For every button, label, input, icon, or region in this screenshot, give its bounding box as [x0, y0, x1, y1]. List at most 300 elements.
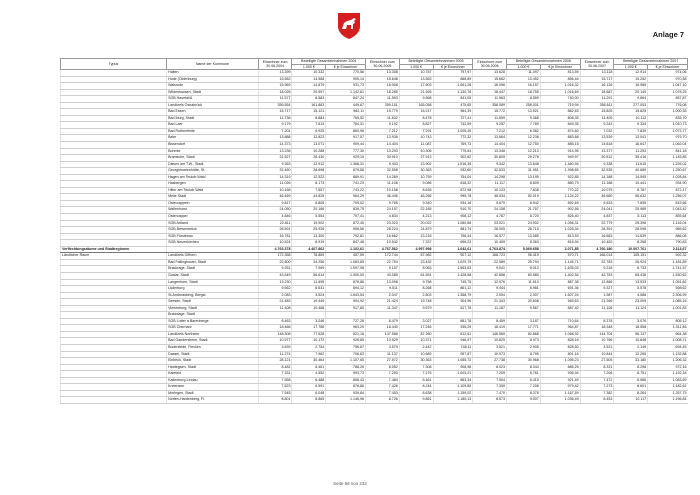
- cell-value: 1.196,84: [648, 397, 688, 404]
- cell-value: 9.251: [258, 266, 292, 273]
- cell-value: 32.533: [473, 168, 507, 175]
- cell-value: 3.524: [292, 292, 326, 299]
- cell-value: 168.014: [580, 253, 614, 260]
- cell-value: 10.459: [473, 240, 507, 247]
- cell-value: 972,16: [648, 364, 688, 371]
- cell-value: 10.371: [399, 338, 433, 345]
- cell-kommune-name: SGB Artland: [167, 220, 259, 227]
- header-einwohner-2004: Einwohner zum 30.06.2004: [258, 59, 292, 70]
- cell-value: 27.505: [580, 358, 614, 365]
- cell-value: 258.001: [507, 102, 541, 109]
- cell-kommune-name: Bad Gandersheim, Stadt: [167, 338, 259, 345]
- cell-value: 17.788: [292, 325, 326, 332]
- cell-kommune-name: Bad Essen: [167, 109, 259, 116]
- cell-value: 10.848: [614, 338, 648, 345]
- cell-value: 18.558: [614, 325, 648, 332]
- cell-kommune-name: Seesen, Stadt: [167, 299, 259, 306]
- cell-kommune-name: Nörten-Hardenberg, Fl.: [167, 397, 259, 404]
- cell-value: 15.217: [399, 109, 433, 116]
- subheader-per-capita: € je Einwohner: [648, 64, 688, 70]
- cell-value: 46.534: [473, 194, 507, 201]
- cell-value: 18.687: [580, 89, 614, 96]
- cell-value: 2.054: [473, 292, 507, 299]
- cell-value: 17.771: [507, 325, 541, 332]
- cell-kommune-name: Kreiensen: [167, 384, 259, 391]
- cell-value: 1.036,49: [540, 397, 580, 404]
- cell-value: 876,86: [326, 279, 366, 286]
- cell-value: 9.579: [399, 305, 433, 312]
- cell-value: 914,95: [540, 148, 580, 155]
- cell-value: 9.340: [399, 200, 433, 207]
- cell-value: 719,94: [540, 102, 580, 109]
- cell-value: 754,04: [433, 174, 473, 181]
- cell-value: 14.298: [473, 174, 507, 181]
- cell-value: 8.609: [507, 181, 541, 188]
- cell-value: 20.608: [507, 299, 541, 306]
- cell-kommune-name: Hagen am Teutob.Wald: [167, 174, 259, 181]
- cell-value: 1.095,23: [540, 358, 580, 365]
- cell-value: 7.337: [399, 240, 433, 247]
- cell-value: 879,56: [326, 168, 366, 175]
- cell-value: 8.865: [292, 397, 326, 404]
- cell-value: 18.466: [258, 325, 292, 332]
- cell-value: 1.460,94: [540, 161, 580, 168]
- header-name: Name der Kommune: [167, 59, 259, 70]
- cell-value: 5.554: [292, 214, 326, 221]
- cell-value: 817,78: [433, 305, 473, 312]
- cell-value: 6.382: [507, 128, 541, 135]
- cell-value: 46.446: [366, 194, 400, 201]
- cell-typ: Ländlicher Raum: [61, 253, 167, 260]
- cell-value: 148.308: [258, 331, 292, 338]
- cell-value: 7.208: [507, 384, 541, 391]
- cell-kommune-name: Goslar, Stadt: [167, 272, 259, 279]
- cell-value: 105.151: [614, 253, 648, 260]
- cell-value: 777,30: [326, 148, 366, 155]
- cell-value: 858,43: [326, 377, 366, 384]
- cell-value: 11.168: [580, 181, 614, 188]
- cell-value: 25.989: [614, 207, 648, 214]
- cell-typ: Verflechtungsräume und Stadtregionen: [61, 246, 167, 253]
- cell-value: 1.368,31: [326, 161, 366, 168]
- cell-value: 892,69: [540, 200, 580, 207]
- cell-value: 21.483: [258, 299, 292, 306]
- cell-value: 868,89: [433, 76, 473, 83]
- cell-value: 11.137: [366, 351, 400, 358]
- header-einnahmen-2007: Beteiligte Gesamteinnahmen 2007: [614, 59, 688, 65]
- cell-value: 30.512: [580, 155, 614, 162]
- cell-value: 5.720: [507, 214, 541, 221]
- cell-value: 7.212: [366, 128, 400, 135]
- cell-kommune-name: Bodenfelde, Flecken: [167, 344, 259, 351]
- cell-value: 16.781: [258, 233, 292, 240]
- cell-value: 16.096: [473, 83, 507, 90]
- cell-value: 10.825: [473, 338, 507, 345]
- cell-value: 8.479: [366, 318, 400, 325]
- cell-kommune-name: Moringen, Stadt: [167, 390, 259, 397]
- cell-value: 14.404: [473, 142, 507, 149]
- cell-value: 46.469: [258, 194, 292, 201]
- cell-value: 8.453: [580, 397, 614, 404]
- cell-value: 475,65: [433, 102, 473, 109]
- cell-value: 1.124,22: [540, 194, 580, 201]
- cell-value: 2.149: [614, 344, 648, 351]
- cell-value: 8.463: [258, 318, 292, 325]
- cell-value: 1.063,65: [326, 259, 366, 266]
- cell-value: 1.056,31: [540, 220, 580, 227]
- cell-value: 6.761: [507, 371, 541, 378]
- cell-value: 32.460: [258, 168, 292, 175]
- cell-value: 876,86: [326, 384, 366, 391]
- cell-value: 25.398: [614, 220, 648, 227]
- cell-value: 1.005,49: [433, 128, 473, 135]
- cell-value: 28.715: [507, 227, 541, 234]
- cell-value: 13.888: [258, 135, 292, 142]
- cell-value: 1.181,89: [648, 259, 688, 266]
- cell-value: 8.173: [292, 181, 326, 188]
- cell-value: 24.041: [580, 207, 614, 214]
- header-einwohner-2006: Einwohner zum 30.06.2006: [473, 59, 507, 70]
- cell-value: 902,56: [540, 207, 580, 214]
- cell-value: 13.377: [580, 148, 614, 155]
- cell-value: 8.482: [258, 364, 292, 371]
- cell-value: 740,00: [540, 96, 580, 103]
- cell-value: 8.298: [614, 364, 648, 371]
- cell-value: 8.559: [507, 96, 541, 103]
- cell-value: 847,48: [326, 240, 366, 247]
- cell-value: 8.268: [614, 240, 648, 247]
- cell-value: 7.209: [473, 371, 507, 378]
- cell-value: 10.689: [399, 351, 433, 358]
- cell-value: 11.408: [258, 305, 292, 312]
- cell-value: 13.071: [292, 142, 326, 149]
- cell-value: 13.533: [614, 279, 648, 286]
- cell-value: 3.579: [366, 344, 400, 351]
- cell-value: 797,97: [433, 70, 473, 77]
- cell-value: 10.844: [580, 351, 614, 358]
- cell-value: 60.580: [507, 272, 541, 279]
- cell-value: 1.051,82: [648, 279, 688, 286]
- cell-value: 12.236: [507, 135, 541, 142]
- cell-value: 15.252: [614, 76, 648, 83]
- cell-value: 6.488: [292, 377, 326, 384]
- cell-value: 12.914: [614, 70, 648, 77]
- cell-value: 18.348: [580, 325, 614, 332]
- cell-value: 847,24: [326, 96, 366, 103]
- cell-value: 11.124: [614, 305, 648, 312]
- cell-value: 4.837: [580, 214, 614, 221]
- cell-value: 1.180,13: [433, 397, 473, 404]
- cell-kommune-name: SGB Lutter a.Barenberge: [167, 318, 259, 325]
- cell-value: 16.126: [580, 83, 614, 90]
- cell-value: 3.027: [399, 318, 433, 325]
- cell-value: 356.611: [580, 102, 614, 109]
- cell-value: 9.864: [614, 96, 648, 103]
- cell-value: 7.359: [473, 384, 507, 391]
- cell-value: 10.441: [614, 181, 648, 188]
- cell-value: 82.868: [507, 331, 541, 338]
- cell-value: 10.168: [258, 187, 292, 194]
- cell-value: 12.823: [292, 135, 326, 142]
- cell-value: 7.428: [366, 384, 400, 391]
- cell-value: 974,06: [648, 70, 688, 77]
- cell-kommune-name: Landkreis Osnabrück: [167, 102, 259, 109]
- cell-value: 1.083,69: [648, 377, 688, 384]
- cell-value: 775,64: [433, 148, 473, 155]
- cell-value: 14.618: [580, 142, 614, 149]
- cell-value: 1.998,65: [540, 168, 580, 175]
- cell-value: 1.607,24: [540, 292, 580, 299]
- cell-value: 11.097: [507, 70, 541, 77]
- cell-value: 8.884: [292, 115, 326, 122]
- cell-value: 7.895: [614, 200, 648, 207]
- cell-value: 935,29: [433, 325, 473, 332]
- cell-value: 32.535: [580, 168, 614, 175]
- cell-value: 841,18: [648, 148, 688, 155]
- cell-value: 962,11: [326, 109, 366, 116]
- cell-kommune-name: St.Andreasberg, Bergst.: [167, 292, 259, 299]
- cell-value: 756,67: [326, 344, 366, 351]
- cell-value: 885,25: [540, 364, 580, 371]
- cell-value: 1.132,88: [648, 351, 688, 358]
- cell-kommune-name: Dassel, Stadt: [167, 351, 259, 358]
- cell-value: 11.695: [292, 279, 326, 286]
- cell-value: 58.632: [614, 194, 648, 201]
- cell-value: 2.442: [399, 344, 433, 351]
- cell-value: 16.989: [614, 83, 648, 90]
- cell-value: 926,65: [326, 338, 366, 345]
- cell-value: 881,74: [433, 227, 473, 234]
- cell-value: 1.428,58: [433, 272, 473, 279]
- cell-value: 939,84: [326, 390, 366, 397]
- cell-value: 12.522: [292, 174, 326, 181]
- cell-value: 2.307: [507, 292, 541, 299]
- cell-value: 1.062,04: [648, 142, 688, 149]
- cell-value: 1.167,59: [540, 390, 580, 397]
- cell-value: 172.358: [258, 253, 292, 260]
- cell-value: 8.795: [507, 351, 541, 358]
- cell-value: 12.750: [507, 142, 541, 149]
- cell-value: 23.021: [473, 220, 507, 227]
- cell-value: 22.811: [258, 220, 292, 227]
- cell-value: 14.879: [292, 83, 326, 90]
- cell-value: 7.331: [258, 371, 292, 378]
- cell-value: 11.405: [580, 115, 614, 122]
- cell-value: 993,73: [326, 371, 366, 378]
- cell-value: 8.919: [292, 240, 326, 247]
- cell-value: 4.407.862: [292, 246, 326, 253]
- cell-value: 1.142,61: [326, 89, 366, 96]
- cell-value: 7.382: [580, 390, 614, 397]
- cell-value: 9.007: [507, 397, 541, 404]
- cell-value: 28.121: [258, 358, 292, 365]
- cell-value: 5.069.658: [507, 246, 541, 253]
- cell-value: 12.213: [507, 148, 541, 155]
- cell-value: 13.118: [580, 70, 614, 77]
- cell-value: 887,38: [540, 279, 580, 286]
- cell-value: 31.951: [507, 168, 541, 175]
- cell-value: 87.260: [399, 331, 433, 338]
- cell-value: 8.573: [473, 397, 507, 404]
- cell-value: 2.047: [366, 292, 400, 299]
- cell-value: 4.834: [366, 214, 400, 221]
- cell-value: 16.663: [580, 233, 614, 240]
- cell-value: 11.736: [258, 115, 292, 122]
- subheader-total: 1.000 €: [614, 64, 648, 70]
- cell-value: 10.123: [473, 187, 507, 194]
- cell-value: 748,11: [433, 344, 473, 351]
- cell-kommune-name: Einbeck, Stadt: [167, 358, 259, 365]
- cell-value: 11.253: [614, 148, 648, 155]
- cell-value: 10.766: [580, 338, 614, 345]
- cell-value: 904,96: [433, 299, 473, 306]
- cell-value: 15.779: [366, 109, 400, 116]
- cell-value: 7.201: [258, 128, 292, 135]
- cell-value: 745,75: [433, 279, 473, 286]
- cell-value: 10.117: [614, 397, 648, 404]
- cell-value: 1.192,18: [648, 371, 688, 378]
- cell-value: 29.278: [507, 155, 541, 162]
- cell-value: 168.723: [473, 253, 507, 260]
- cell-value: 9.568: [399, 96, 433, 103]
- cell-value: 78.869: [292, 253, 326, 260]
- cell-value: 970,58: [648, 76, 688, 83]
- cell-value: 4.846: [258, 214, 292, 221]
- cell-value: 10.158: [366, 187, 400, 194]
- cell-value: 14.639: [614, 233, 648, 240]
- cell-value: 9.338: [580, 161, 614, 168]
- cell-value: 10.306: [399, 148, 433, 155]
- cell-value: 979,42: [540, 384, 580, 391]
- cell-value: 691,36: [540, 286, 580, 293]
- cell-value: 872,98: [433, 187, 473, 194]
- cell-value: 1.109,85: [433, 384, 473, 391]
- cell-value: 1.516,35: [433, 161, 473, 168]
- cell-kommune-name: Bad Rothenfelde: [167, 128, 259, 135]
- cell-value: 21.926: [399, 89, 433, 96]
- cell-value: 13.098: [366, 279, 400, 286]
- cell-value: 592,32: [648, 253, 688, 260]
- cell-value: 963,29: [326, 325, 366, 332]
- cell-value: 15.825: [580, 109, 614, 116]
- cell-kommune-name: Brackrage, Stadt: [167, 266, 259, 273]
- cell-value: 1.159,02: [433, 390, 473, 397]
- cell-value: 24.879: [399, 227, 433, 234]
- cell-value: 11.187: [473, 305, 507, 312]
- cell-value: 16.647: [614, 142, 648, 149]
- page-number: Seite 66 von 232: [333, 481, 367, 486]
- cell-kommune-name: Hardegsen, Stadt: [167, 364, 259, 371]
- cell-value: 1.182,62: [648, 384, 688, 391]
- cell-value: 1.003,21: [433, 371, 473, 378]
- cell-value: 1.563,63: [433, 266, 473, 273]
- cell-value: 887,40: [540, 305, 580, 312]
- cell-value: 22.779: [580, 220, 614, 227]
- cell-value: 21.424: [366, 299, 400, 306]
- cell-value: 8.363: [507, 240, 541, 247]
- cell-value: 1.028,84: [648, 174, 688, 181]
- cell-value: 14.595: [614, 174, 648, 181]
- cell-kommune-name: Belm: [167, 135, 259, 142]
- cell-value: 929,19: [326, 155, 366, 162]
- cell-value: 1.116,04: [648, 220, 688, 227]
- cell-value: 7.291: [399, 128, 433, 135]
- cell-value: 6.461: [292, 364, 326, 371]
- cell-value: 995,78: [433, 194, 473, 201]
- cell-value: 8.726: [366, 397, 400, 404]
- cell-value: 9.758: [399, 279, 433, 286]
- cell-value: 8.378: [580, 318, 614, 325]
- cell-value: 10.787: [399, 70, 433, 77]
- table-body: [61, 70, 688, 404]
- cell-value: 2.754: [292, 344, 326, 351]
- cell-kommune-name: Halten: [167, 70, 259, 77]
- cell-value: 1.000,35: [648, 109, 688, 116]
- cell-value: 1.145,85: [648, 155, 688, 162]
- cell-value: 8.942: [507, 200, 541, 207]
- cell-value: 989,62: [648, 227, 688, 234]
- cell-value: 6.631: [292, 286, 326, 293]
- cell-value: 1.043,42: [648, 207, 688, 214]
- header-einwohner-2007: Einwohner zum 30.06.2007: [580, 59, 614, 70]
- cell-kommune-name: SGB Bersenbrück: [167, 227, 259, 234]
- cell-value: 3.187: [507, 318, 541, 325]
- cell-value: 9.243: [580, 122, 614, 129]
- cell-value: 813,59: [540, 70, 580, 77]
- cell-value: 1.016,69: [540, 89, 580, 96]
- cell-value: 4.787: [473, 214, 507, 221]
- cell-value: 828,50: [540, 344, 580, 351]
- cell-value: 20.022: [399, 220, 433, 227]
- cell-value: 10.973: [473, 351, 507, 358]
- header-einnahmen-2004: Beteiligte Gesamteinnahmen 2004: [292, 59, 366, 65]
- cell-value: 949,97: [540, 155, 580, 162]
- cell-kommune-name: Bad Iburg, Stadt: [167, 115, 259, 122]
- cell-value: 1.226,02: [648, 161, 688, 168]
- cell-value: 161.883: [292, 102, 326, 109]
- cell-value: 10.759: [399, 174, 433, 181]
- cell-value: 709,02: [326, 200, 366, 207]
- cell-value: 805,12: [648, 318, 688, 325]
- cell-value: 11.117: [473, 181, 507, 188]
- cell-value: 9.861: [399, 397, 433, 404]
- cell-value: 1.250,67: [648, 168, 688, 175]
- cell-kommune-name: Melle Stadt: [167, 194, 259, 201]
- cell-value: 65.436: [614, 272, 648, 279]
- cell-value: 1.206,32: [648, 358, 688, 365]
- cell-value: 2.306,99: [648, 292, 688, 299]
- cell-value: 28.391: [580, 227, 614, 234]
- cell-value: 18.440: [366, 325, 400, 332]
- cell-value: 6.415: [507, 377, 541, 384]
- cell-kommune-name: Hude (Oldenburg): [167, 76, 259, 83]
- cell-value: 21.266: [580, 299, 614, 306]
- cell-value: 13.236: [258, 148, 292, 155]
- cell-value: 7.838: [507, 187, 541, 194]
- cell-value: 7.032: [580, 128, 614, 135]
- cell-value: 872,45: [326, 220, 366, 227]
- cell-kommune-name: Lüderburg: [167, 286, 259, 293]
- cell-value: 23.009: [614, 299, 648, 306]
- header-typ: Typus: [61, 59, 167, 70]
- cell-kommune-name: Vienenburg, Stadt: [167, 305, 259, 312]
- cell-value: 7.208: [580, 371, 614, 378]
- cell-value: 727,28: [326, 318, 366, 325]
- cell-value: 1.085,16: [648, 299, 688, 306]
- cell-kommune-name: Bad Fallingbostel, Stadt: [167, 259, 259, 266]
- cell-value: 790,83: [648, 240, 688, 247]
- cell-value: 4.213: [399, 214, 433, 221]
